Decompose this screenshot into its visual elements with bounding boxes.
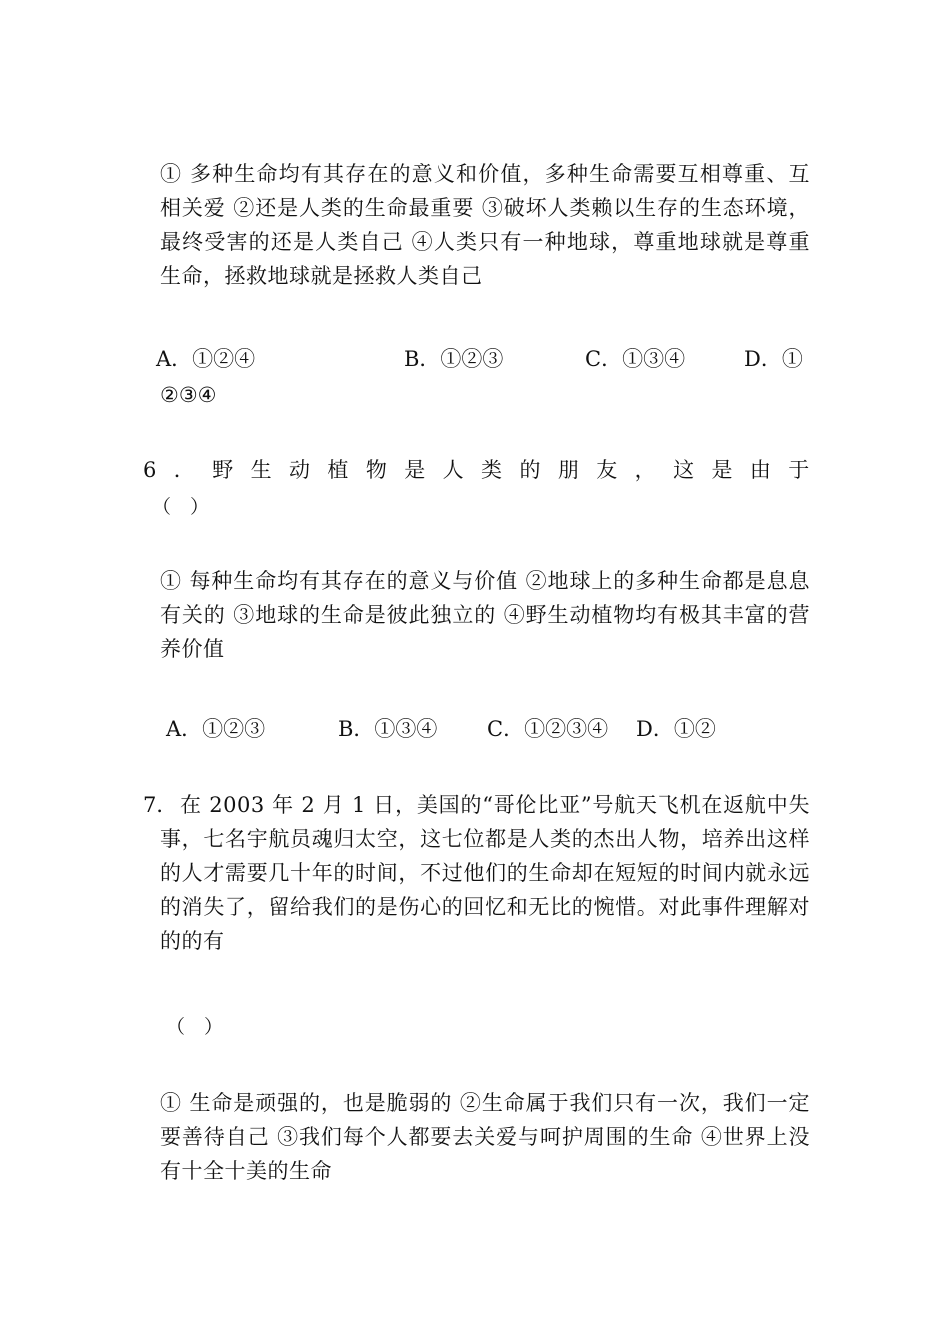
q6-answer-paren: （ ）	[152, 496, 210, 518]
q7-answer-paren: （ ）	[166, 1016, 224, 1038]
q6-statements: ① 每种生命均有其存在的意义与价值 ②地球上的多种生命都是息息有关的 ③地球的生命是彼此独立的 ④野生动植物均有极其丰富的营养价值	[160, 569, 810, 661]
q6-title-char: 友	[596, 458, 618, 482]
q6-title-char: 朋	[557, 458, 580, 482]
q7-title: 在 2003 年 2 月 1 日，美国的“哥伦比亚”号航天飞机在返航中失事，七名宇航员魂归太空，这七位都是人类的杰出人物，培养出这样的人才需要几十年的时间，不过他们的生命却在短短的时间内就永远的消失了，留给我们的是伤心的回忆和无比的惋惜。对此事件理解对的的有	[160, 793, 810, 953]
q5-option-b: B．①②③	[404, 347, 504, 371]
q6-title-char: 生	[250, 458, 273, 482]
q5-option-d: D．①	[744, 347, 803, 371]
q6-title-char: 植	[327, 458, 349, 482]
q6-title	[143, 453, 810, 487]
q6-option-d: D．①②	[636, 717, 716, 741]
q5-option-d-continued: ②③④	[160, 383, 217, 407]
q6-option-a: A．①②③	[166, 717, 266, 741]
q6-title-char: 6	[143, 458, 157, 482]
q7-statements: ① 生命是顽强的，也是脆弱的 ②生命属于我们只有一次，我们一定要善待自己 ③我们每个人都要去关爱与呵护周围的生命 ④世界上没有十全十美的生命	[160, 1091, 810, 1183]
q6-title-char: 的	[519, 458, 541, 482]
q6-option-c: C．①②③④	[487, 717, 609, 741]
q6-title-char: 是	[711, 458, 733, 482]
q6-title-char: 这	[673, 458, 695, 482]
q6-title-char: 人	[442, 458, 465, 482]
q5-statements: ① 多种生命均有其存在的意义和价值，多种生命需要互相尊重、互相关爱 ②还是人类的生命最重要 ③破坏人类赖以生存的生态环境，最终受害的还是人类自己 ④人类只有一种地球，尊重地球就是尊重生命，拯救地球就是拯救人类自己	[160, 162, 810, 288]
q6-title-char: 野	[212, 458, 234, 482]
q5-option-a: A．①②④	[156, 347, 256, 371]
q6-title-char: 物	[365, 458, 388, 482]
q6-title-char: ．	[173, 458, 196, 482]
q6-title-char: 是	[404, 458, 426, 482]
q6-title-char: ，	[634, 458, 657, 482]
q5-option-c: C．①③④	[585, 347, 686, 371]
q6-title-char: 于	[788, 458, 810, 482]
q6-title-char: 由	[749, 458, 772, 482]
q6-option-b: B．①③④	[338, 717, 438, 741]
q7-number: 7．	[143, 793, 178, 817]
q6-title-char: 动	[289, 458, 311, 482]
q6-title-char: 类	[481, 458, 503, 482]
